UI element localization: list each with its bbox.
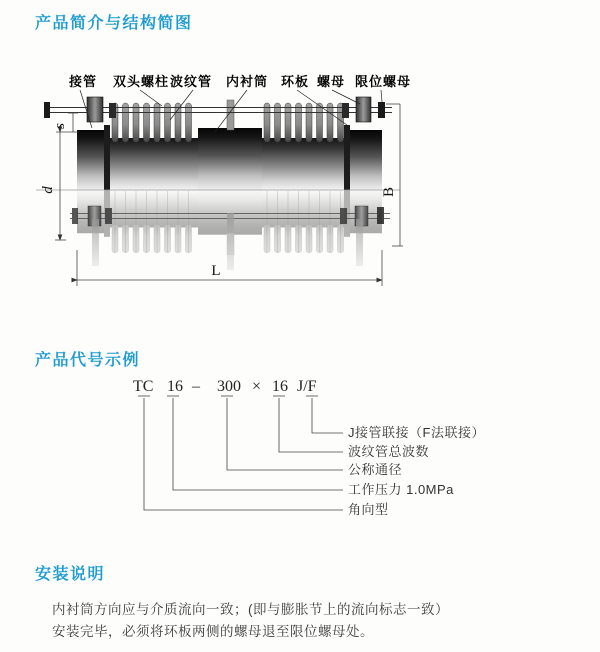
part-label-nut: 螺母 [317,74,346,89]
code-segment-pressure: 16 [167,378,183,395]
end-pipe-right [350,130,382,190]
dim-label-d: d [40,186,56,194]
end-pipe-left [77,130,107,190]
code-connector-lines [138,396,343,510]
bellows-shell-left [107,138,198,190]
limit-nut-right [378,102,385,118]
code-segment-type: TC [133,378,154,395]
code-callouts [348,425,485,517]
code-segment-dash: – [192,378,200,395]
structure-diagram [0,62,480,314]
callout-working-pressure: 工作压力 1.0MPa [348,482,454,497]
section-heading-intro: 产品简介与结构简图 [35,15,193,32]
dim-label-s: s [52,123,68,129]
callout-connection: J接管联接（F法联接） [348,425,485,440]
install-line-2: 安装完毕，必须将环板两侧的螺母退至限位螺母处。 [52,624,374,639]
part-label-ringplate: 环板 [281,74,310,89]
nut-left [109,103,116,118]
install-line-1: 内衬筒方向应与介质流向一致；(即与膨胀节上的流向标志一致） [52,602,449,617]
ring-plate-left [104,125,110,190]
callout-wave-count: 波纹管总波数 [348,444,430,459]
callout-type: 角向型 [348,502,389,517]
code-segment-waves: 16 [272,378,288,395]
part-label-bellows: 波纹管 [170,74,213,89]
ring-plate-right [344,125,350,190]
stud-left [87,97,103,122]
code-segment-connection: J/F [297,378,317,395]
part-label-liner: 内衬筒 [226,74,269,89]
product-code-diagram [0,372,600,540]
limit-nut-left [44,102,50,118]
bellows-ribs-right [264,103,344,142]
stud-right [356,97,371,122]
code-segment-diameter: 300 [217,378,241,395]
part-label-limitnut: 限位螺母 [355,74,412,89]
dim-label-L: L [211,263,221,279]
section-heading-code: 产品代号示例 [35,352,141,369]
section-heading-install: 安装说明 [35,566,106,583]
part-label-stud: 双头螺柱 [113,74,170,89]
part-label-jieguan: 接管 [69,74,98,89]
code-segments [133,378,317,395]
callout-nominal-diameter: 公称通径 [348,462,403,477]
bellows-shell-right [262,138,350,190]
dim-label-B: B [381,186,397,198]
code-segment-times: × [252,378,262,395]
install-notes [52,599,449,643]
inner-sleeve-section [198,128,262,190]
nut-right [342,103,349,118]
part-labels [68,74,411,89]
bellows-ribs-left [112,103,192,142]
